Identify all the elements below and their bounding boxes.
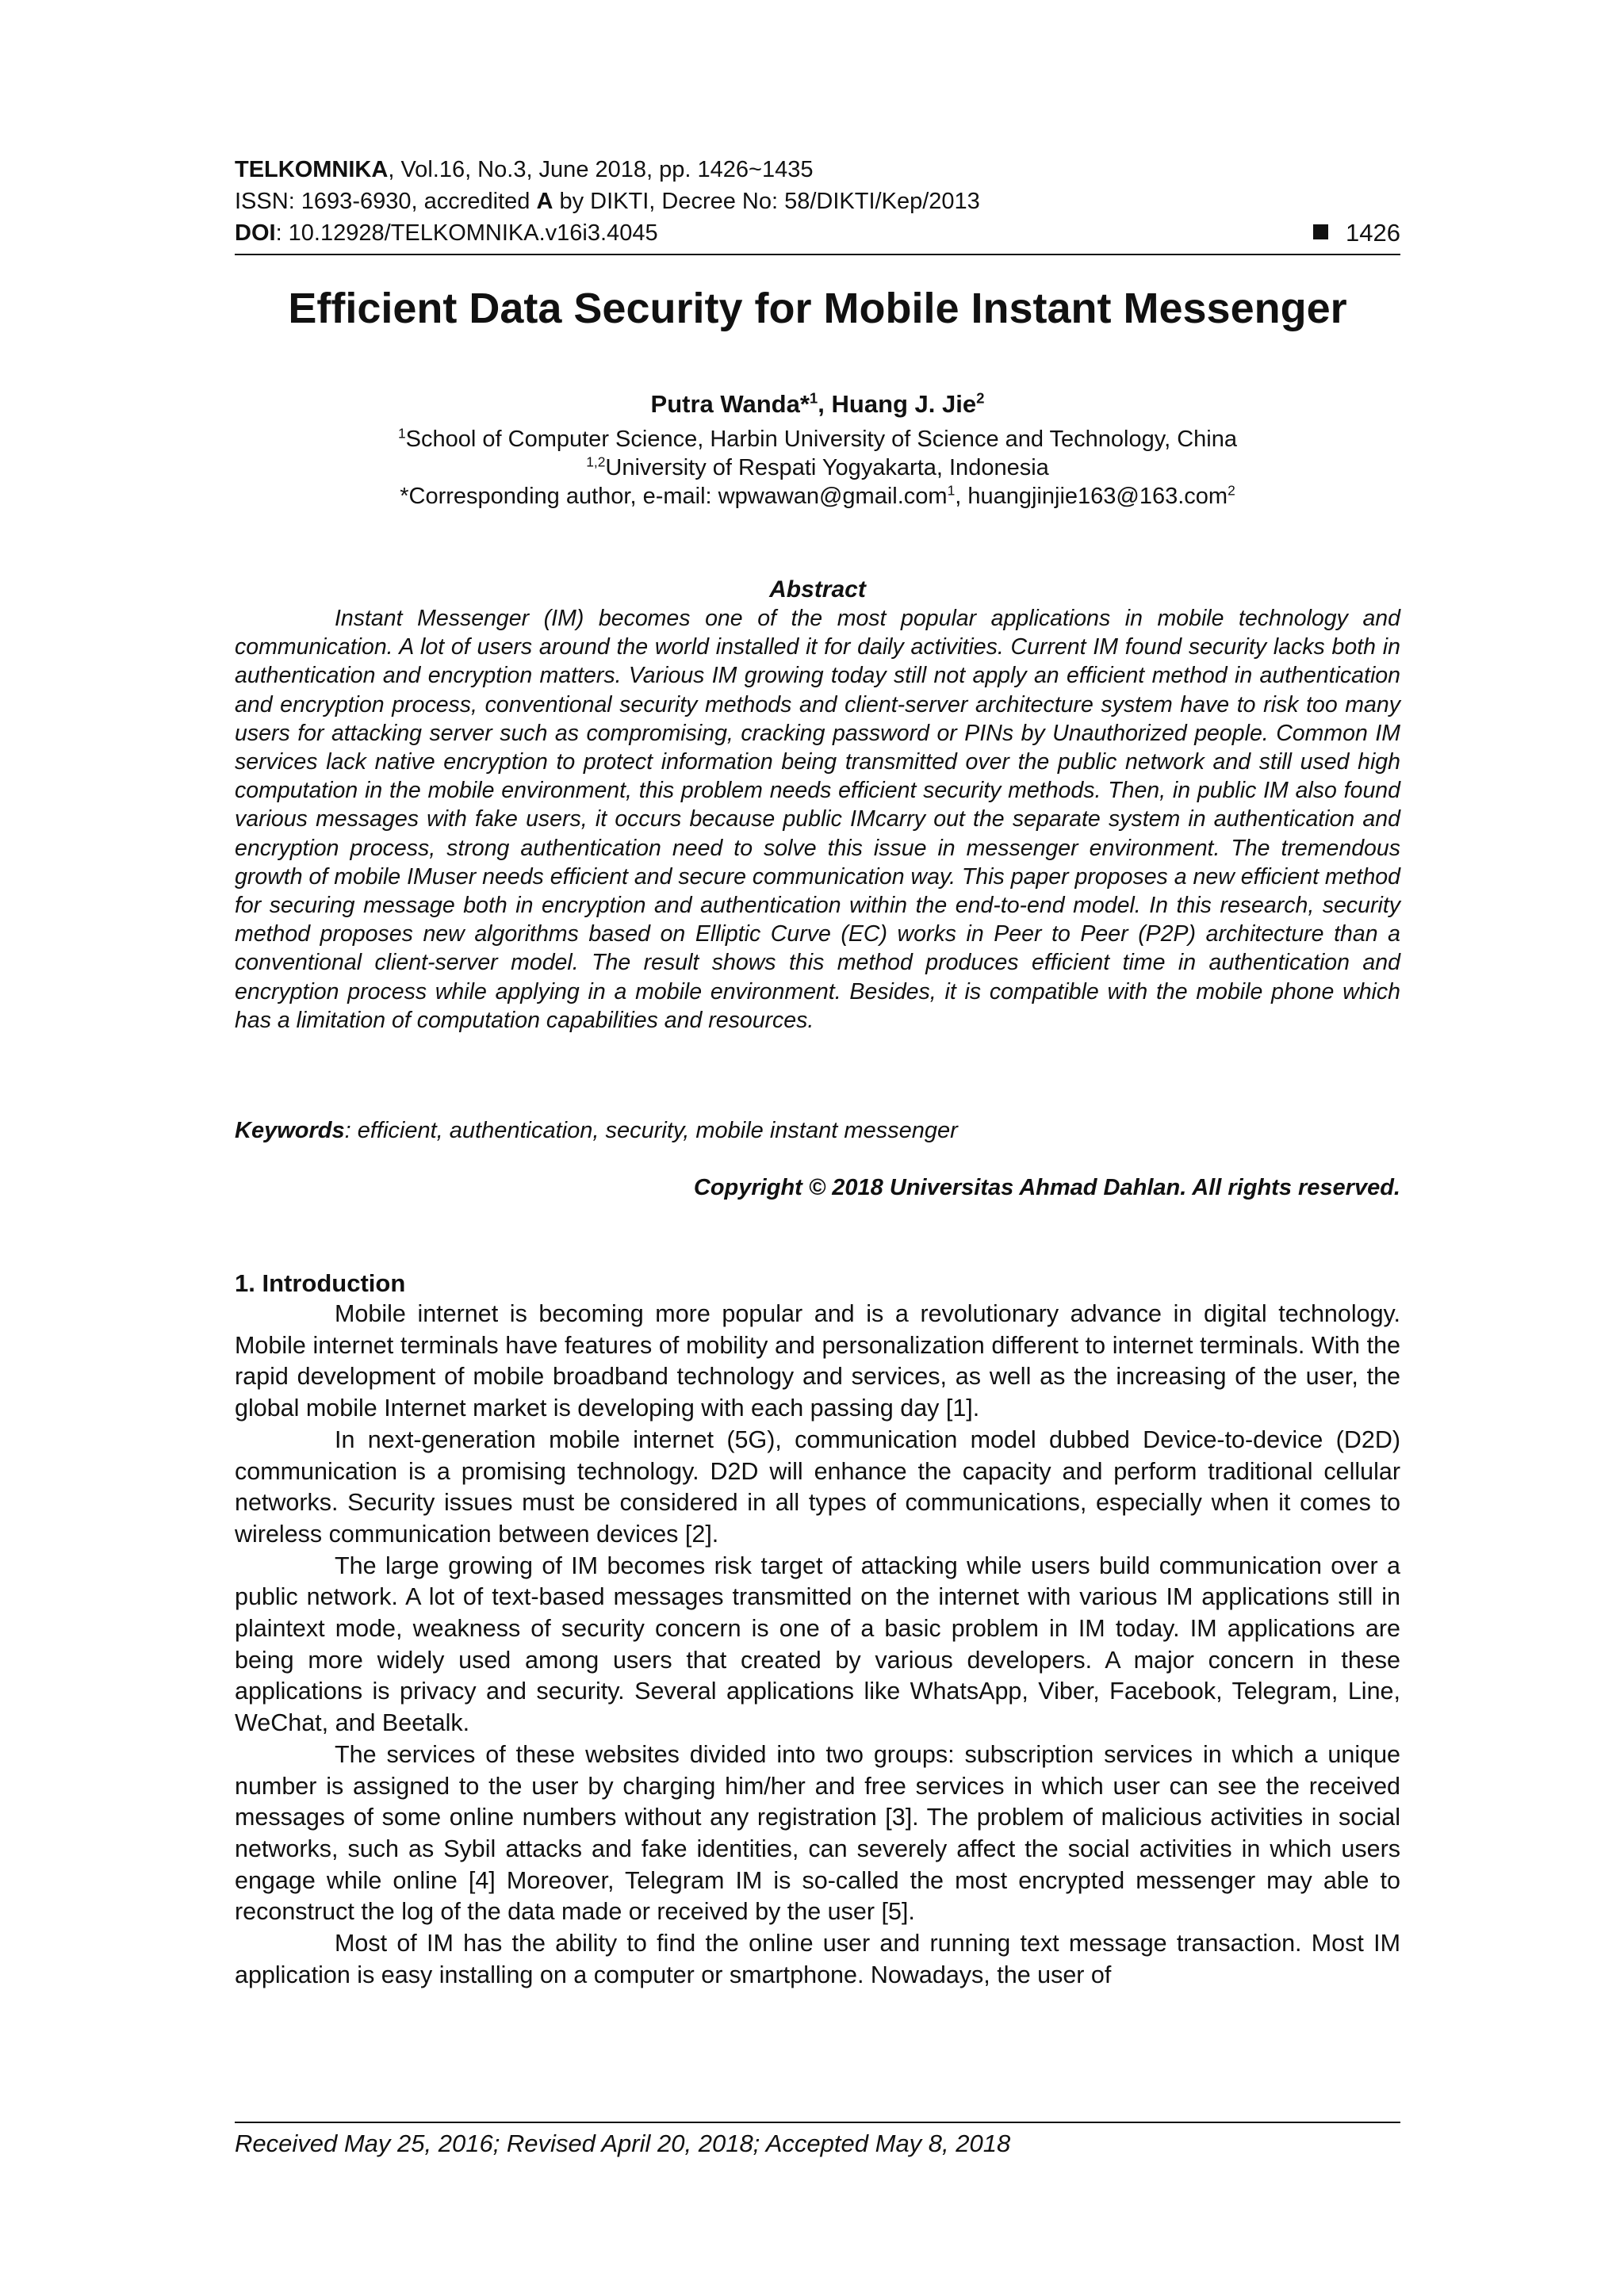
author-1: Putra Wanda* [650,390,810,418]
affiliation-1-sup: 1 [398,425,406,442]
doi-line [235,219,1400,247]
corresponding-author [235,482,1400,511]
affiliation-2-sup: 1,2 [586,453,606,470]
received-dates-footer: Received May 25, 2016; Revised April 20, 2018; Accepted May 8, 2018 [235,2130,1011,2157]
abstract-body: Instant Messenger (IM) becomes one of the most popular applications in mobile technology and communication. A lot of users around the world installed it for daily activities. Current IM found security lacks both in authentication and encryption matters. Various IM growing today still not apply an efficient method in authentication and encryption process, conventional security methods and client-server architecture system have to risk too many users for attacking server such as compromising, cracking password or PINs by Unauthorized people. Common IM services lack native encryption to protect information being transmitted over the public network and still used high computation in the mobile environment, this problem needs efficient security methods. Then, in public IM also found various messages with fake users, it occurs because public IMcarry out the separate system in authentication and encryption process, strong authentication need to solve this issue in messenger environment. The tremendous growth of mobile IMuser needs efficient and secure communication way. This paper proposes a new efficient method for securing message both in encryption and authentication within the end-to-end model. In this research, security method proposes new algorithms based on Elliptic Curve (EC) works in Peer to Peer (P2P) architecture than a conventional client-server model. The result shows this method produces efficient time in authentication and encryption process while applying in a mobile environment. Besides, it is compatible with the mobile phone which has a limitation of computation capabilities and resources. [235,606,1400,1033]
section-heading: 1. Introduction [235,1269,406,1297]
doi-text: : 10.12928/TELKOMNIKA.v16i3.4045 [275,220,658,246]
copyright-notice: Copyright © 2018 Universitas Ahmad Dahlan. All rights reserved. [693,1175,1400,1200]
corresponding-mid: , huangjinjie163@163.com [955,484,1228,509]
header-rule [235,254,1400,255]
keywords [235,1116,1400,1145]
page-number [1313,219,1400,247]
paragraph: The large growing of IM becomes risk target of attacking while users build communication over a public network. A lot of text-based messages transmitted on the internet with various IM applications still in plaintext mode, weakness of security concern is one of a basic problem in IM today. IM applications are being more widely used among users that created by various developers. A major concern in these applications is privacy and security. Several applications like WhatsApp, Viber, Facebook, Telegram, Line, WeChat, and Beetalk. [235,1552,1400,1737]
corresponding-sup-2: 2 [1228,482,1235,499]
corresponding-prefix: *Corresponding author, e-mail: wpwawan@gmail.com [400,484,948,509]
author-separator: , [818,390,832,418]
paragraph: Most of IM has the ability to find the online user and running text message transaction. Most IM application is easy installing on a computer or smartphone. Nowadays, the user of [235,1930,1400,1988]
square-bullet-icon [1313,224,1328,239]
paper-title: Efficient Data Security for Mobile Instant Messenger [288,285,1347,332]
issn-text: : 1693-6930, accredited [288,189,537,214]
paragraph: Mobile internet is becoming more popular and is a revolutionary advance in digital technology. Mobile internet terminals have features of mobility and personalization different to internet terminals. With the rapid development of mobile broadband technology and services, as well as the increasing of the user, the global mobile Internet market is developing with each passing day [1]. [235,1300,1400,1422]
journal-citation [235,155,1400,184]
journal-name: TELKOMNIKA [235,157,389,182]
author-2-sup: 2 [976,389,985,407]
accreditation-grade: A [536,189,553,214]
issn-label: ISSN [235,189,289,214]
abstract-heading: Abstract [769,576,866,603]
volume-pages: , Vol.16, No.3, June 2018, pp. 1426~1435 [388,157,814,182]
accreditation-text: by DIKTI, Decree No: 58/DIKTI/Kep/2013 [553,189,980,214]
author-2: Huang J. Jie [831,390,977,418]
page-number-value: 1426 [1346,219,1400,247]
author-1-sup: 1 [809,389,818,407]
issn-line [235,187,1400,216]
keywords-label: Keywords [235,1118,345,1143]
keywords-text: : efficient, authentication, security, mobile instant messenger [344,1118,958,1143]
corresponding-sup-1: 1 [947,482,956,499]
affiliation-1-text: School of Computer Science, Harbin University of Science and Technology, China [405,427,1237,452]
paragraph: In next-generation mobile internet (5G), communication model dubbed Device-to-device (D2D) communication is a promising technology. D2D will enhance the capacity and perform traditional cellular networks. Security issues must be considered in all types of communications, especially when it comes to wireless communication between devices [2]. [235,1425,1400,1548]
introduction-body [235,1299,1400,1991]
doi-label: DOI [235,220,276,246]
affiliation-1 [235,425,1400,453]
footer-rule [235,2122,1400,2123]
affiliation-2-text: University of Respati Yogyakarta, Indonesia [605,455,1049,480]
affiliation-2 [235,453,1400,482]
paragraph: The services of these websites divided into two groups: subscription services in which a unique number is assigned to the user by charging him/her and free services in which user can see the received messages of some online numbers without any registration [3]. The problem of malicious activities in social networks, such as Sybil attacks and fake identities, can severely affect the social activities in which users engage while online [4] Moreover, Telegram IM is so-called the most encrypted messenger may able to reconstruct the log of the data made or received by the user [5]. [235,1740,1400,1926]
author-list [235,388,1400,420]
